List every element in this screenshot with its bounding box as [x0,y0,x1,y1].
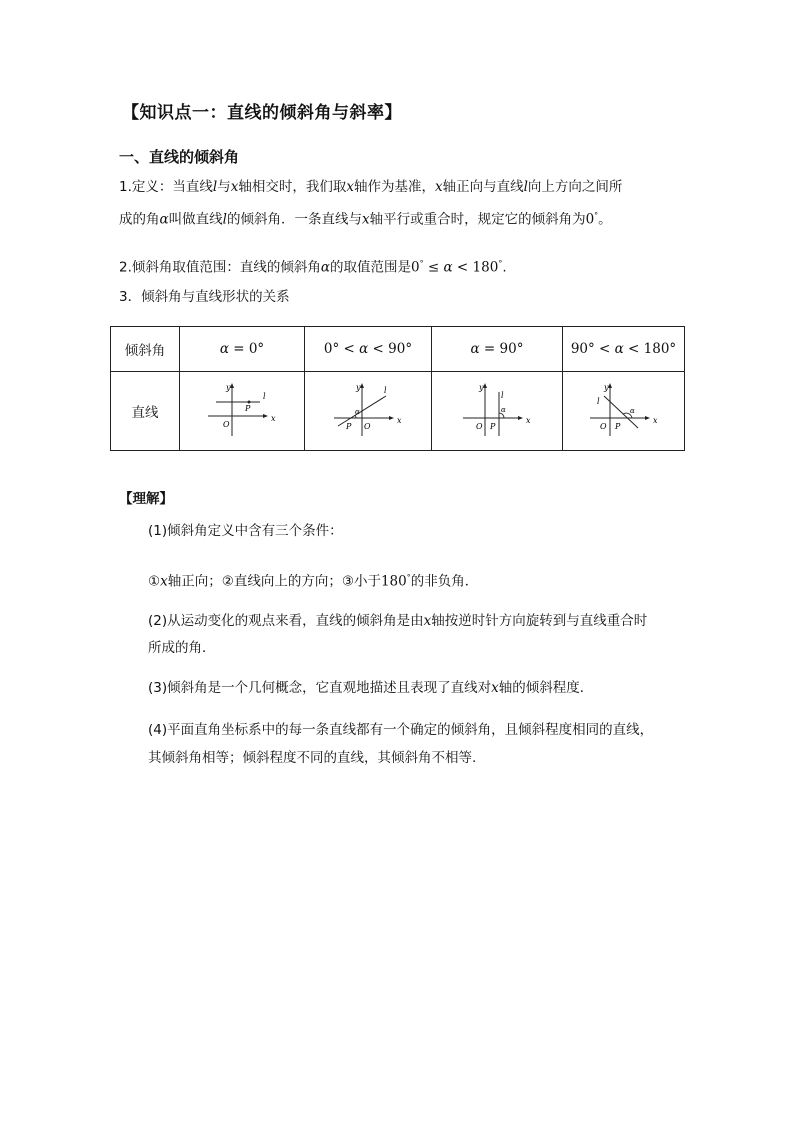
text: 的非负角． [410,573,479,590]
text: 向上方向之间所 [527,179,623,195]
label-y: y [479,383,484,392]
text: < 90° [368,341,413,357]
text: ① [148,573,161,590]
label-p: P [346,422,352,431]
row-label: 直线 [111,372,180,451]
degree-sign: ° [594,211,599,220]
degree-sign: ° [498,259,503,268]
degree-sign: ° [406,573,411,582]
math-l: l [222,211,227,228]
label-alpha: α [501,406,506,414]
understand-p1: (1)倾斜角定义中含有三个条件： [148,523,343,539]
figure-cell [432,372,563,451]
text: . [502,259,507,276]
text: 。 [598,211,612,228]
math-zero: 0 [411,259,420,276]
range-line [119,254,507,278]
label-y: y [226,383,231,392]
text: 的取值范围是 [330,259,412,276]
understand-p5-line-1: (4)平面直角坐标系中的每一条直线都有一个确定的倾斜角，且倾斜程度相同的直线， [148,722,654,738]
math-zero: 0 [585,211,595,228]
math-alpha: α [219,341,229,357]
inclination-table [110,326,685,451]
label-x: x [652,416,658,425]
text: 轴正向；②直线向上的方向；③小于 [167,573,381,590]
math-lt-180: < 180 [452,259,499,276]
math-x: x [423,613,432,629]
text: 叫做直线 [168,211,223,228]
understand-p3-line-2: 所成的角． [148,640,216,656]
label-l: l [263,392,266,401]
label-alpha: α [355,408,360,416]
text: 轴按逆时针方向旋转到与直线重合时 [431,613,648,629]
label-p: P [490,422,496,431]
figure-cell [305,372,432,451]
text: (2)从运动变化的观点来看，直线的倾斜角是由 [148,613,424,629]
understand-heading: 【理解】 [119,491,173,507]
text: 0° < [323,341,360,357]
header-cell [305,327,432,372]
math-alpha: α [614,341,624,357]
math-x: x [434,179,443,195]
figure-cell [180,372,305,451]
math-leq: ≤ [423,259,444,276]
math-x: x [361,211,370,228]
math-x: x [346,179,354,195]
understand-p2 [148,568,478,592]
label-x: x [526,416,531,425]
label-x: x [271,414,276,423]
definition-line-2 [119,206,612,230]
text: 轴相交时，我们取 [238,179,347,195]
math-x: x [230,179,239,195]
label-p: P [245,404,251,413]
table-row [111,327,685,372]
text: 轴的倾斜程度． [498,680,594,696]
text: 的倾斜角．一条直线与 [226,211,362,228]
label-l: l [596,397,600,406]
label-o: O [599,422,607,431]
label-l: l [501,391,504,400]
math-l: l [212,179,218,195]
header-cell [432,327,563,372]
table-row [111,372,685,451]
definition-line-1 [119,177,622,197]
math-x: x [160,573,168,590]
text: 2.倾斜角取值范围：直线的倾斜角 [119,259,321,276]
text: 1.定义：当直线 [119,179,213,195]
obtuse-line-figure [584,378,664,440]
understand-p4 [148,678,593,698]
label-x: x [397,416,402,425]
math-alpha: α [359,341,369,357]
label-o: O [223,420,230,429]
label-o: O [476,422,483,431]
row-label: 倾斜角 [111,327,180,372]
math-180: 180 [380,573,407,590]
text: (3)倾斜角是一个几何概念，它直观地描述且表现了直线对 [148,680,492,696]
text: 轴平行或重合时，规定它的倾斜角为 [369,211,586,228]
page-title: 【知识点一：直线的倾斜角与斜率】 [122,103,402,123]
header-cell [563,327,685,372]
section-heading: 一、直线的倾斜角 [119,148,240,166]
text: = 0° [228,341,265,357]
text: < 180° [623,341,677,357]
acute-line-figure [328,378,408,440]
text: 成的角 [119,211,160,228]
label-alpha: α [629,407,635,415]
math-l: l [523,179,528,195]
degree-sign: ° [419,259,424,268]
text: 轴作为基准， [353,179,435,195]
vertical-line-figure [457,378,537,440]
math-x: x [491,680,499,696]
math-alpha: α [320,259,331,276]
figure-cell [563,372,685,451]
math-alpha: α [159,211,169,228]
label-o: O [364,422,371,431]
text: 轴正向与直线 [442,179,524,195]
label-y: y [603,383,609,392]
item-3: 3．倾斜角与直线形状的关系 [119,289,290,305]
math-alpha: α [470,341,480,357]
understand-p3-line-1 [148,611,647,631]
understand-p5-line-2: 其倾斜角相等；倾斜程度不同的直线，其倾斜角不相等. [148,750,477,766]
text: 90° < [570,341,615,357]
label-l: l [384,386,387,395]
header-cell [180,327,305,372]
text: 与 [217,179,231,195]
label-y: y [356,383,361,392]
math-alpha: α [443,259,453,276]
label-p: P [614,422,620,431]
horizontal-line-figure [202,378,282,440]
text: = 90° [479,341,524,357]
